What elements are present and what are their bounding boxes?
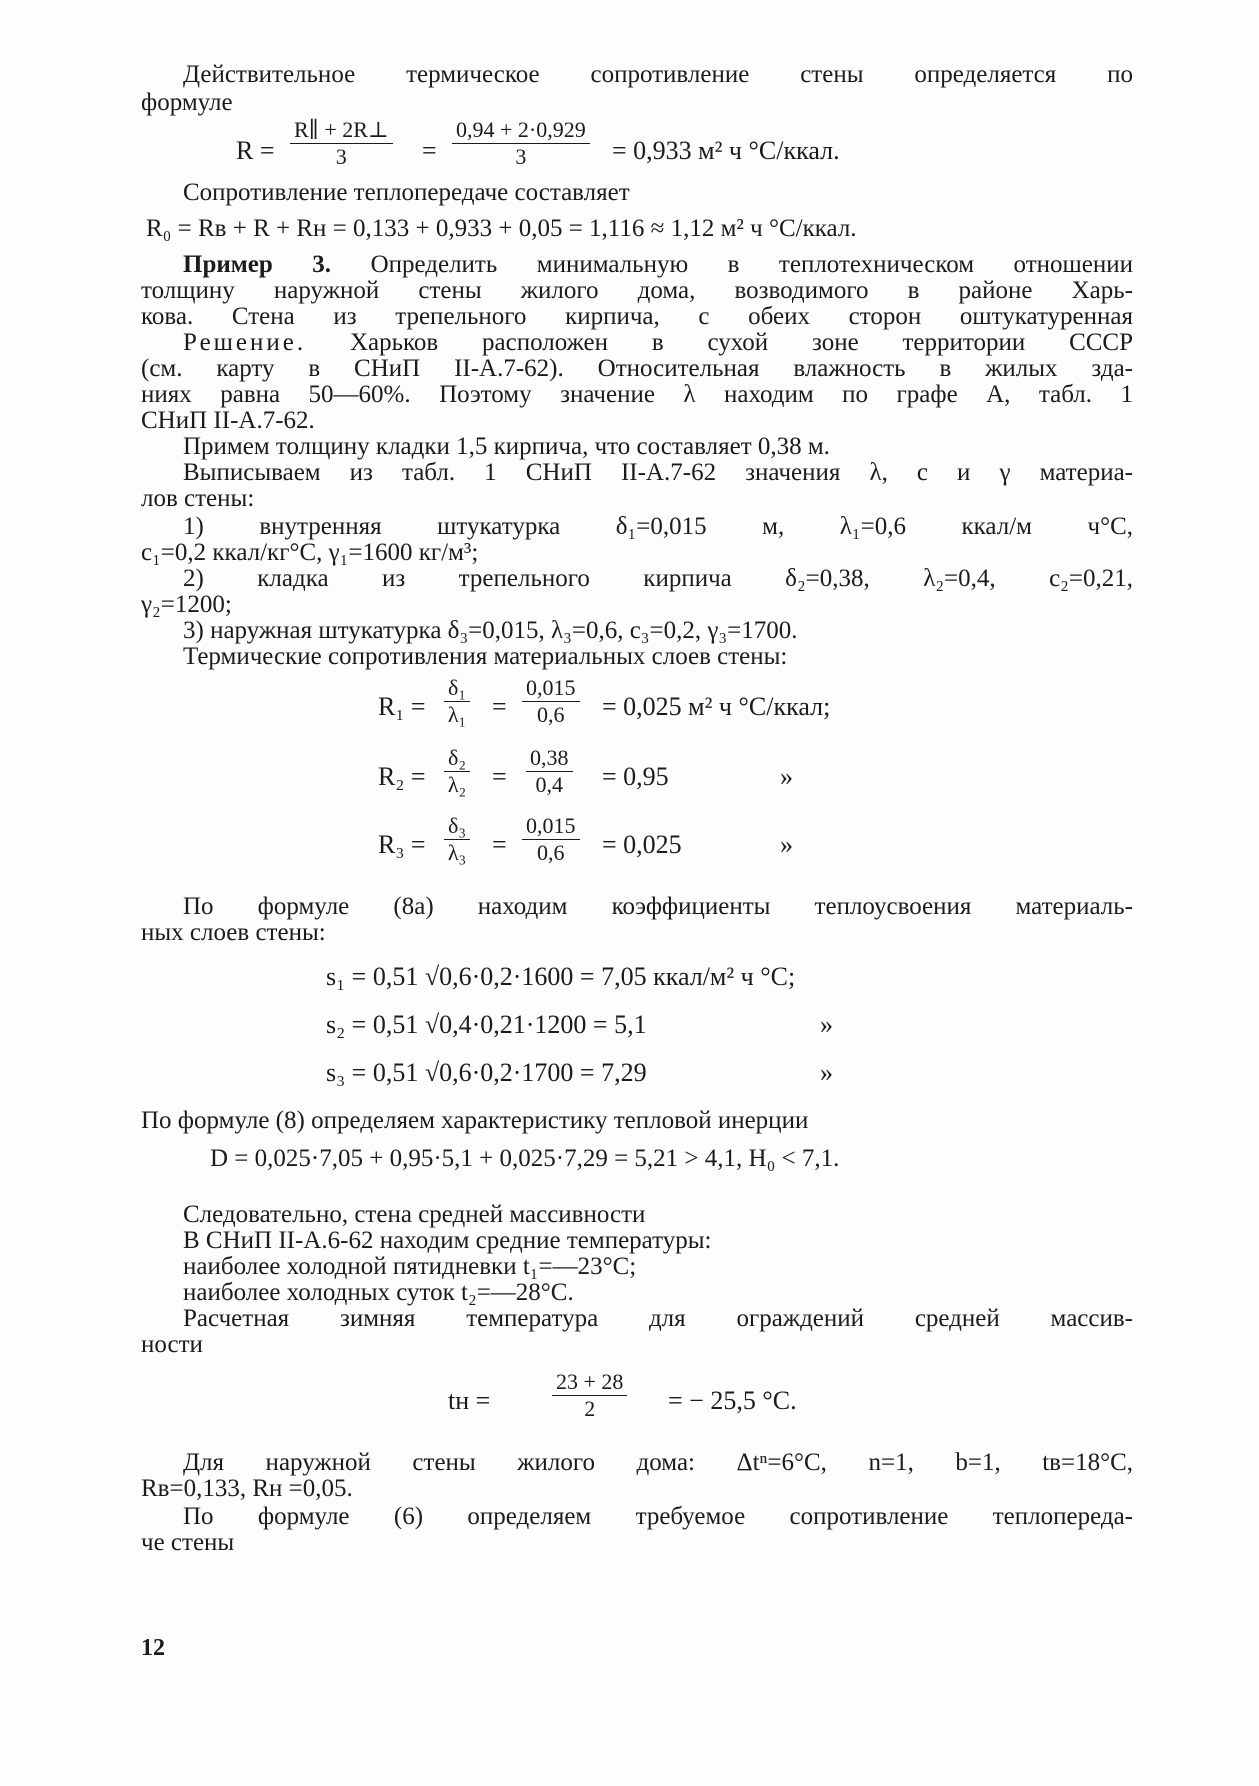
formula-r3-lhs: R₃ =: [378, 830, 426, 859]
text-line: Действительное термическое сопротивление стены определяется по: [183, 61, 1133, 88]
text-line: ниях равна 50—60%. Поэтому значение λ находим по графе А, табл. 1: [141, 381, 1133, 408]
formula-s1: s₁ = 0,51 √0,6·0,2·1600 = 7,05 ккал/м² ч °С;: [326, 962, 796, 991]
formula-tn-lhs: tн =: [448, 1386, 491, 1415]
text-line: Выписываем из табл. 1 СНиП II-А.7-62 значения λ, c и γ материа-: [183, 459, 1133, 486]
ditto-mark: »: [780, 762, 793, 791]
frac-numerator: 0,94 + 2·0,929: [452, 118, 590, 144]
text-line: 1) внутренняя штукатурка δ₁=0,015 м, λ₁=0,6 ккал/м ч°С,: [183, 513, 1133, 540]
frac-numerator: δ₂: [444, 746, 470, 772]
formula-r-lhs: R =: [236, 136, 275, 165]
frac-denominator: λ₃: [447, 840, 467, 865]
formula-r2-lhs: R₂ =: [378, 762, 426, 791]
frac-denominator: 0,6: [537, 702, 565, 727]
text-line: наиболее холодной пятидневки t₁=—23°С;: [183, 1253, 637, 1280]
formula-r-frac1: [290, 118, 393, 169]
ditto-mark: »: [820, 1010, 833, 1039]
formula-r3-rhs: = 0,025: [602, 830, 682, 859]
formula-equals: =: [492, 762, 507, 791]
text-line: 2) кладка из трепельного кирпича δ₂=0,38, λ₂=0,4, c₂=0,21,: [183, 565, 1133, 592]
frac-numerator: 23 + 28: [552, 1370, 627, 1396]
frac-denominator: λ₁: [447, 702, 467, 727]
solution-label: Решение.: [183, 329, 307, 356]
text-line: По формуле (6) определяем требуемое сопротивление теплопереда-: [183, 1503, 1133, 1530]
frac-denominator: 0,4: [535, 772, 563, 797]
formula-r3-frac2: [522, 814, 580, 865]
formula-equals: =: [492, 692, 507, 721]
formula-r-frac2: [452, 118, 590, 169]
text-line: Rв=0,133, Rн =0,05.: [141, 1475, 353, 1502]
example-text: Определить минимальную в теплотехническом отношении: [370, 251, 1133, 278]
formula-s2: s₂ = 0,51 √0,4·0,21·1200 = 5,1: [326, 1010, 647, 1039]
solution-text: Харьков расположен в сухой зоне территории СССР: [349, 329, 1133, 356]
frac-numerator: δ₁: [444, 676, 470, 702]
text-line: Примем толщину кладки 1,5 кирпича, что составляет 0,38 м.: [183, 433, 830, 460]
text-line: c₁=0,2 ккал/кг°С, γ₁=1600 кг/м³;: [141, 539, 479, 566]
formula-r2-frac2: [526, 746, 573, 797]
text-line: (см. карту в СНиП II-А.7-62). Относительная влажность в жилых зда-: [141, 355, 1133, 382]
formula-r3-frac1: [444, 814, 470, 865]
frac-numerator: 0,38: [526, 746, 573, 772]
text-line: По формуле (8) определяем характеристику тепловой инерции: [141, 1107, 809, 1134]
text-line: 3) наружная штукатурка δ₃=0,015, λ₃=0,6, c₃=0,2, γ₃=1700.: [183, 617, 798, 644]
text-line: По формуле (8а) находим коэффициенты теплоусвоения материаль-: [183, 893, 1133, 920]
formula-r0: R₀ = Rв + R + Rн = 0,133 + 0,933 + 0,05 = 1,116 ≈ 1,12 м² ч °С/ккал.: [146, 215, 857, 242]
text-line: Сопротивление теплопередаче составляет: [183, 179, 630, 206]
formula-s3: s₃ = 0,51 √0,6·0,2·1700 = 7,29: [326, 1058, 647, 1087]
text-line: наиболее холодных суток t₂=—28°С.: [183, 1279, 574, 1306]
formula-r2-frac1: [444, 746, 470, 797]
text-line: толщину наружной стены жилого дома, возводимого в районе Харь-: [141, 277, 1133, 304]
formula-tn-rhs: = − 25,5 °С.: [668, 1386, 797, 1415]
formula-equals: =: [422, 136, 437, 165]
formula-r2-rhs: = 0,95: [602, 762, 669, 791]
frac-denominator: 2: [584, 1396, 596, 1421]
frac-denominator: 0,6: [537, 840, 565, 865]
formula-r1-frac2: [522, 676, 580, 727]
formula-r1-lhs: R₁ =: [378, 692, 426, 721]
frac-numerator: 0,015: [522, 814, 580, 840]
text-line: формуле: [141, 89, 233, 116]
frac-denominator: λ₂: [447, 772, 467, 797]
text-line: лов стены:: [141, 485, 255, 512]
formula-r1-frac1: [444, 676, 470, 727]
frac-numerator: R∥ + 2R⊥: [290, 118, 393, 144]
text-line: че стены: [141, 1529, 235, 1556]
frac-denominator: 3: [335, 144, 347, 169]
text-line: СНиП II-А.7-62.: [141, 407, 315, 434]
text-line: Расчетная зимняя температура для ограждений средней массив-: [183, 1305, 1133, 1332]
formula-r1-rhs: = 0,025 м² ч °С/ккал;: [602, 692, 831, 721]
frac-numerator: 0,015: [522, 676, 580, 702]
text-line: В СНиП II-А.6-62 находим средние температуры:: [183, 1227, 712, 1254]
text-line: Термические сопротивления материальных слоев стены:: [183, 643, 788, 670]
formula-equals: =: [492, 830, 507, 859]
frac-denominator: 3: [515, 144, 527, 169]
ditto-mark: »: [780, 830, 793, 859]
page-number: 12: [141, 1635, 165, 1661]
text-line: ных слоев стены:: [141, 919, 326, 946]
text-line: кова. Стена из трепельного кирпича, с обеих сторон оштукатуренная: [141, 303, 1133, 330]
formula-d: D = 0,025·7,05 + 0,95·5,1 + 0,025·7,29 = 5,21 > 4,1, H₀ < 7,1.: [210, 1145, 840, 1172]
formula-r-rhs: = 0,933 м² ч °С/ккал.: [612, 136, 840, 165]
text-line: γ₂=1200;: [141, 591, 232, 618]
frac-numerator: δ₃: [444, 814, 470, 840]
text-line: Для наружной стены жилого дома: Δtⁿ=6°С, n=1, b=1, tв=18°С,: [183, 1449, 1133, 1476]
formula-tn-frac: [552, 1370, 627, 1421]
ditto-mark: »: [820, 1058, 833, 1087]
text-line: Следовательно, стена средней массивности: [183, 1201, 646, 1228]
example-label: Пример 3.: [183, 251, 332, 278]
text-line: ности: [141, 1331, 203, 1358]
